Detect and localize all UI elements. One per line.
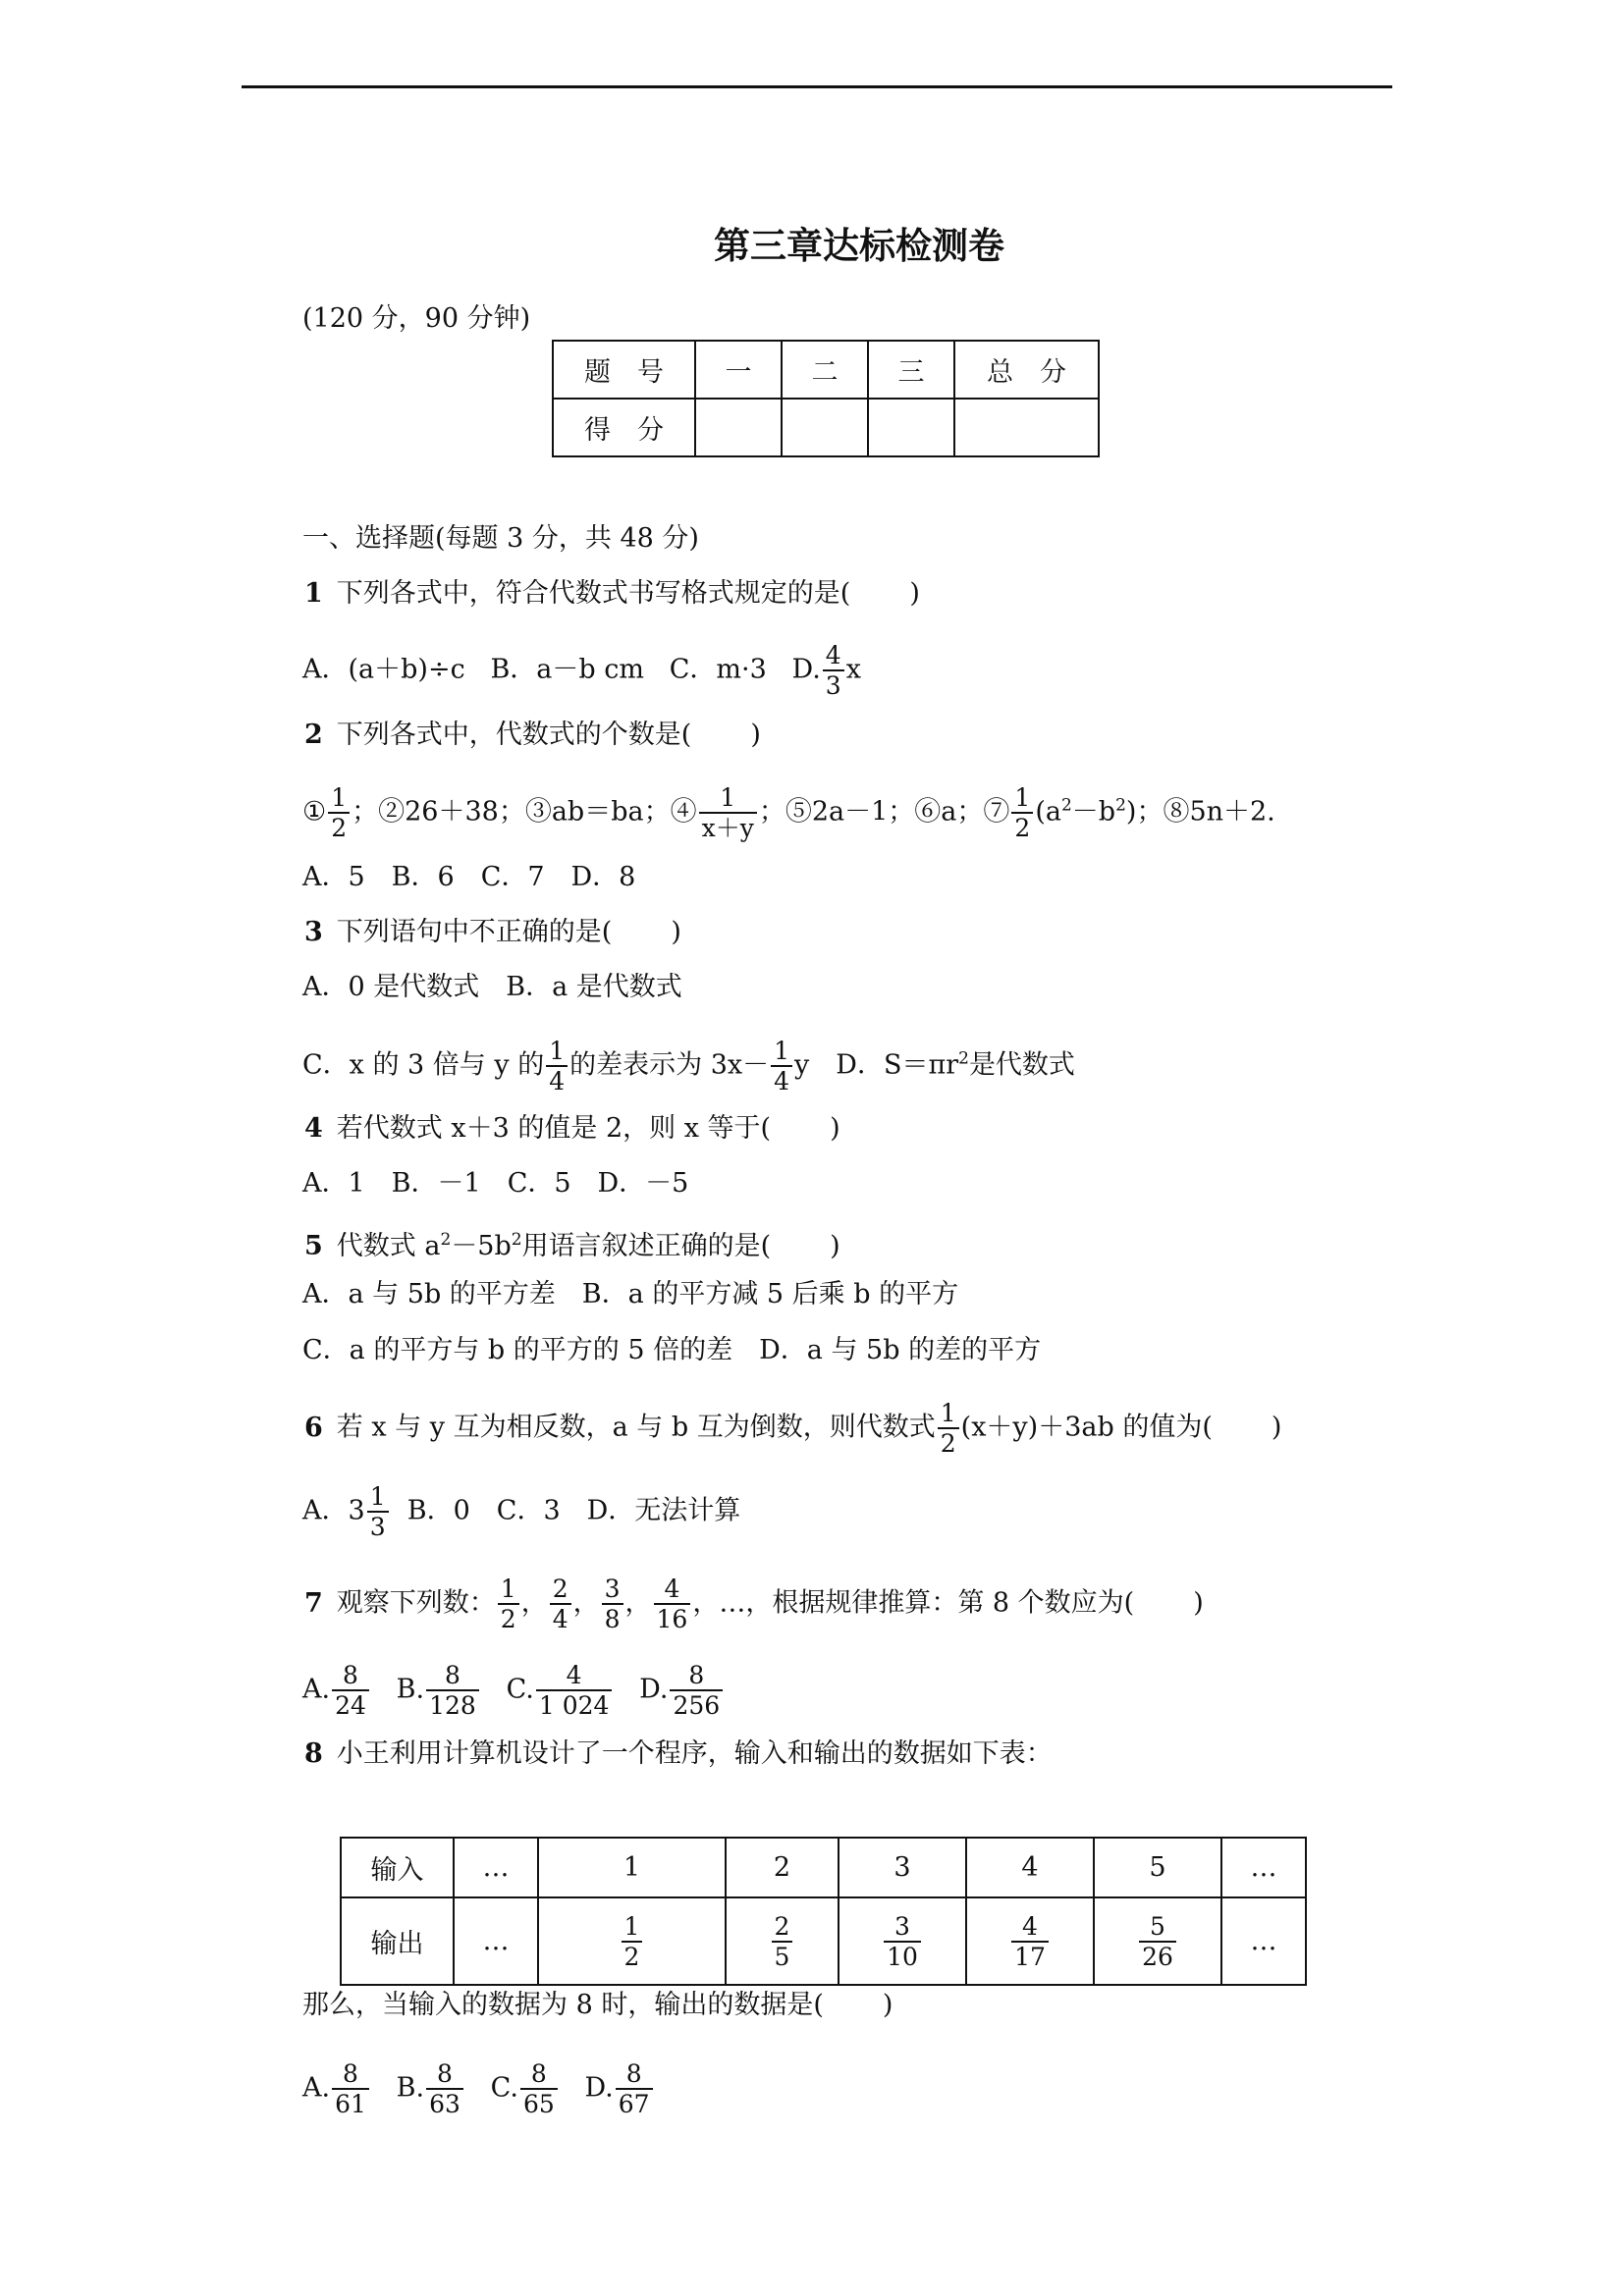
question-number: 7 bbox=[304, 1587, 323, 1619]
section-header: 一、选择题(每题 3 分，共 48 分) bbox=[302, 523, 699, 554]
item-text: －b bbox=[1071, 796, 1116, 828]
io-input-cell: 1 bbox=[538, 1838, 726, 1897]
close-paren: ) bbox=[830, 1231, 840, 1261]
question-1 bbox=[304, 574, 920, 614]
question-7-options bbox=[302, 1663, 725, 1718]
fraction: $\frac{8}{65}$ bbox=[520, 2061, 558, 2116]
io-output-cell: $\frac{3}{10}$ bbox=[839, 1897, 966, 1985]
superscript: 2 bbox=[1115, 795, 1126, 816]
question-number: 8 bbox=[304, 1738, 323, 1769]
close-paren: ) bbox=[750, 720, 761, 750]
variable: x bbox=[845, 654, 861, 685]
sequence-fraction: $\frac{2}{4}$ bbox=[550, 1576, 571, 1631]
question-text: 下列各式中，符合代数式书写格式规定的是( bbox=[336, 578, 851, 609]
fraction: $\frac{8}{128}$ bbox=[426, 1663, 479, 1718]
fraction: $\frac{1}{x+y}$ bbox=[699, 785, 757, 840]
option-label: C. bbox=[506, 1674, 534, 1705]
fraction: $\frac{8}{256}$ bbox=[670, 1663, 723, 1718]
fraction: $\frac{8}{67}$ bbox=[616, 2061, 653, 2116]
sequence-fraction: $\frac{1}{2}$ bbox=[498, 1576, 519, 1631]
score-table bbox=[552, 340, 1100, 457]
fraction: $\frac{8}{63}$ bbox=[426, 2061, 463, 2116]
question-8-options bbox=[302, 2061, 655, 2116]
io-output-cell: $\frac{2}{5}$ bbox=[726, 1897, 839, 1985]
fraction: $\frac{1}{2}$ bbox=[328, 785, 350, 840]
io-table bbox=[340, 1837, 1307, 1986]
option-label: B. bbox=[396, 2072, 425, 2104]
score-row-label: 得 分 bbox=[553, 399, 695, 456]
question-text: 下列各式中，代数式的个数是( bbox=[336, 720, 692, 750]
io-input-cell: 3 bbox=[839, 1838, 966, 1897]
question-6-options bbox=[302, 1484, 740, 1539]
score-header-cell: 三 bbox=[868, 341, 954, 399]
io-input-cell: 5 bbox=[1094, 1838, 1221, 1897]
question-text: 代数式 a bbox=[336, 1231, 441, 1261]
option-text: 是代数式 bbox=[968, 1049, 1075, 1081]
score-cell bbox=[954, 399, 1099, 456]
option-label: A. bbox=[302, 2072, 331, 2104]
superscript: 2 bbox=[511, 1230, 522, 1250]
item-text: ① bbox=[302, 796, 327, 828]
close-paren: ) bbox=[909, 578, 920, 609]
score-header-cell: 总 分 bbox=[954, 341, 1099, 399]
question-number: 2 bbox=[304, 720, 323, 750]
score-header-cell: 题 号 bbox=[553, 341, 695, 399]
close-paren: ) bbox=[1271, 1412, 1282, 1443]
question-2-options: A．5 B．6 C．7 D．8 bbox=[302, 862, 636, 892]
question-number: 1 bbox=[304, 578, 323, 609]
fraction: $\frac{8}{61}$ bbox=[332, 2061, 369, 2116]
fraction: $\frac{1}{4}$ bbox=[771, 1039, 792, 1094]
header-rule bbox=[242, 85, 1392, 88]
question-7: 7 观察下列数： $\frac{1}{2}$ ， $\frac{2}{4}$ ， $\frac{3}{8}$ ， $\frac{4}{16}$ ，…，根据规律推算：第 8 个数应为( ) bbox=[304, 1575, 1204, 1633]
question-text: 若 x 与 y 互为相反数，a 与 b 互为倒数，则代数式 bbox=[336, 1412, 936, 1443]
fraction: $\frac{8}{24}$ bbox=[332, 1663, 369, 1718]
option-label: A. bbox=[302, 1674, 331, 1705]
fraction: $\frac{1}{4}$ bbox=[546, 1039, 568, 1094]
io-output-cell: $\frac{1}{2}$ bbox=[538, 1897, 726, 1985]
io-input-cell: 4 bbox=[966, 1838, 1094, 1897]
option-label: D. bbox=[639, 1674, 669, 1705]
option-text: B．0 C．3 D．无法计算 bbox=[406, 1495, 741, 1526]
question-number: 5 bbox=[304, 1231, 323, 1261]
question-4 bbox=[304, 1109, 840, 1148]
exam-info: (120 分，90 分钟) bbox=[302, 303, 531, 334]
io-header-input: 输入 bbox=[341, 1838, 454, 1897]
option-a: A．3 bbox=[302, 1495, 365, 1526]
item-text: ；②26＋38；③ab＝ba；④ bbox=[352, 796, 697, 828]
question-text: 下列语句中不正确的是( bbox=[336, 917, 613, 947]
fraction: $\frac{1}{3}$ bbox=[367, 1484, 389, 1539]
question-8-followup bbox=[302, 1986, 893, 2025]
question-3-options-cd bbox=[302, 1039, 1075, 1094]
superscript: 2 bbox=[958, 1048, 969, 1069]
fraction: $\frac{4}{3}$ bbox=[823, 643, 844, 698]
score-cell bbox=[782, 399, 868, 456]
question-number: 4 bbox=[304, 1113, 323, 1144]
option-text: 的差表示为 3x－ bbox=[569, 1049, 770, 1081]
question-5-options-ab: A．a 与 5b 的平方差 B．a 的平方减 5 后乘 b 的平方 bbox=[302, 1279, 959, 1309]
score-header-cell: 一 bbox=[695, 341, 782, 399]
question-5 bbox=[304, 1220, 840, 1266]
question-text: (x＋y)＋3ab 的值为( bbox=[960, 1412, 1213, 1443]
score-cell bbox=[695, 399, 782, 456]
question-text: ，…，根据规律推算：第 8 个数应为( bbox=[692, 1587, 1135, 1619]
question-3-options-ab: A．0 是代数式 B．a 是代数式 bbox=[302, 972, 682, 1002]
question-text: 那么，当输入的数据为 8 时，输出的数据是( bbox=[302, 1990, 824, 2020]
io-input-cell: 2 bbox=[726, 1838, 839, 1897]
question-4-options: A．1 B．－1 C．5 D．－5 bbox=[302, 1168, 689, 1199]
question-text: 观察下列数： bbox=[336, 1587, 496, 1619]
option-label: C. bbox=[490, 2072, 518, 2104]
question-3 bbox=[304, 913, 681, 952]
page-title: 第三章达标检测卷 bbox=[714, 224, 1004, 267]
close-paren: ) bbox=[671, 917, 681, 947]
io-output-cell: $\frac{4}{17}$ bbox=[966, 1897, 1094, 1985]
question-number: 6 bbox=[304, 1412, 323, 1443]
io-header-output: 输出 bbox=[341, 1897, 454, 1985]
fraction: $\frac{1}{2}$ bbox=[1011, 785, 1033, 840]
option-b: B．a－b cm bbox=[490, 654, 644, 685]
option-a: A．(a＋b)÷c bbox=[302, 654, 465, 685]
option-c: C．m·3 bbox=[669, 654, 767, 685]
io-ellipsis: … bbox=[1221, 1897, 1306, 1985]
question-2-items bbox=[302, 785, 1275, 840]
close-paren: ) bbox=[830, 1113, 840, 1144]
option-label: B. bbox=[396, 1674, 425, 1705]
option-label: D. bbox=[584, 2072, 614, 2104]
question-text: －5b bbox=[451, 1231, 512, 1261]
option-d-label: D. bbox=[791, 654, 821, 685]
sequence-fraction: $\frac{3}{8}$ bbox=[602, 1576, 623, 1631]
question-8 bbox=[304, 1735, 1053, 1774]
question-number: 3 bbox=[304, 917, 323, 947]
io-ellipsis: … bbox=[454, 1838, 538, 1897]
io-output-cell: $\frac{5}{26}$ bbox=[1094, 1897, 1221, 1985]
close-paren: ) bbox=[1193, 1587, 1204, 1619]
option-text: C．x 的 3 倍与 y 的 bbox=[302, 1049, 545, 1081]
fraction: $\frac{4}{1 024}$ bbox=[536, 1663, 613, 1718]
question-1-options bbox=[302, 643, 861, 698]
question-text: 用语言叙述正确的是( bbox=[521, 1231, 772, 1261]
io-ellipsis: … bbox=[1221, 1838, 1306, 1897]
sequence-fraction: $\frac{4}{16}$ bbox=[654, 1576, 691, 1631]
score-header-cell: 二 bbox=[782, 341, 868, 399]
item-text: (a bbox=[1035, 796, 1061, 828]
superscript: 2 bbox=[440, 1230, 452, 1250]
question-text: 若代数式 x＋3 的值是 2，则 x 等于( bbox=[336, 1113, 772, 1144]
question-text: 小王利用计算机设计了一个程序，输入和输出的数据如下表： bbox=[336, 1738, 1053, 1769]
item-text: )；⑧5n＋2. bbox=[1125, 796, 1275, 828]
item-text: ；⑤2a－1；⑥a；⑦ bbox=[758, 796, 1010, 828]
question-5-options-cd: C．a 的平方与 b 的平方的 5 倍的差 D．a 与 5b 的差的平方 bbox=[302, 1335, 1042, 1365]
superscript: 2 bbox=[1060, 795, 1072, 816]
question-6 bbox=[304, 1401, 1281, 1456]
option-text: y D．S＝πr bbox=[794, 1049, 959, 1081]
io-ellipsis: … bbox=[454, 1897, 538, 1985]
question-2 bbox=[304, 716, 761, 755]
close-paren: ) bbox=[882, 1990, 893, 2020]
fraction: $\frac{1}{2}$ bbox=[938, 1401, 959, 1456]
score-cell bbox=[868, 399, 954, 456]
